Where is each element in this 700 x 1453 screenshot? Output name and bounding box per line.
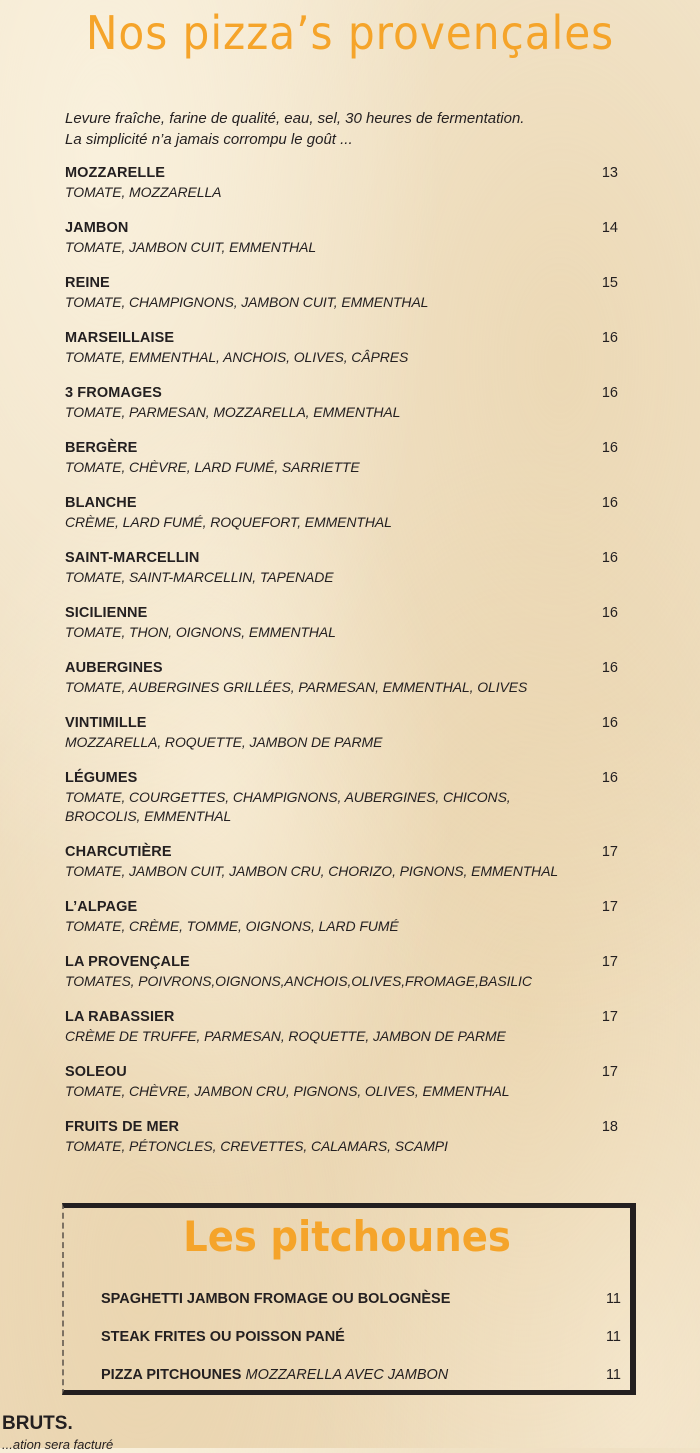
item-price: 17 bbox=[601, 844, 618, 860]
kids-item-pizza-pitchounes bbox=[101, 1366, 621, 1404]
menu-item-vintimille bbox=[65, 714, 621, 752]
item-description: TOMATE, JAMBON CUIT, JAMBON CRU, CHORIZO, PIGNONS, EMMENTHAL bbox=[65, 863, 559, 879]
item-name: SOLEOU bbox=[65, 1064, 127, 1080]
item-description: MOZZARELLA AVEC JAMBON bbox=[245, 1367, 449, 1383]
menu-item-sicilienne bbox=[65, 604, 621, 642]
footer-subnote: ...ation sera facturé bbox=[2, 1437, 114, 1452]
item-name: LÉGUMES bbox=[65, 770, 138, 786]
menu-item-la-rabassier bbox=[65, 1008, 621, 1046]
kids-menu-title: Les pitchounes bbox=[183, 1212, 511, 1261]
item-description: TOMATE, SAINT-MARCELLIN, TAPENADE bbox=[65, 569, 334, 585]
footer-note: BRUTS. bbox=[2, 1413, 73, 1434]
item-price: 17 bbox=[601, 1064, 618, 1080]
item-description: TOMATE, PÉTONCLES, CREVETTES, CALAMARS, SCAMPI bbox=[65, 1138, 448, 1154]
item-name: CHARCUTIÈRE bbox=[65, 844, 172, 860]
menu-item-marseillaise bbox=[65, 329, 621, 367]
menu-item-saint-marcellin bbox=[65, 549, 621, 587]
item-name: STEAK FRITES OU POISSON PANÉ bbox=[101, 1329, 345, 1345]
item-description: TOMATE, CHÈVRE, JAMBON CRU, PIGNONS, OLIVES, EMMENTHAL bbox=[65, 1083, 510, 1099]
intro-line-1: Levure fraîche, farine de qualité, eau, sel, 30 heures de fermentation. bbox=[65, 110, 525, 127]
item-price: 16 bbox=[601, 660, 618, 676]
item-price: 17 bbox=[601, 899, 618, 915]
item-price: 17 bbox=[601, 954, 618, 970]
item-name: SPAGHETTI JAMBON FROMAGE OU BOLOGNÈSE bbox=[101, 1291, 451, 1307]
menu-item-3-fromages bbox=[65, 384, 621, 422]
kids-item-spaghetti bbox=[101, 1290, 621, 1328]
kids-item-steak-frites bbox=[101, 1328, 621, 1366]
item-name: JAMBON bbox=[65, 220, 129, 236]
item-price: 18 bbox=[601, 1119, 618, 1135]
menu-item-blanche bbox=[65, 494, 621, 532]
item-name: FRUITS DE MER bbox=[65, 1119, 180, 1135]
item-name: SAINT-MARCELLIN bbox=[65, 550, 200, 566]
item-price: 16 bbox=[601, 330, 618, 346]
menu-item-aubergines bbox=[65, 659, 621, 697]
item-name: 3 FROMAGES bbox=[65, 385, 162, 401]
item-description: TOMATE, CRÈME, TOMME, OIGNONS, LARD FUMÉ bbox=[65, 918, 399, 934]
menu-item-la-provencale bbox=[65, 953, 621, 991]
item-description: TOMATES, POIVRONS,OIGNONS,ANCHOIS,OLIVES,FROMAGE,BASILIC bbox=[65, 973, 532, 989]
item-name: VINTIMILLE bbox=[65, 715, 147, 731]
item-name: LA RABASSIER bbox=[65, 1009, 175, 1025]
item-name: LA PROVENÇALE bbox=[65, 954, 190, 970]
item-price: 16 bbox=[601, 385, 618, 401]
item-description: TOMATE, JAMBON CUIT, EMMENTHAL bbox=[65, 239, 317, 255]
item-description: TOMATE, THON, OIGNONS, EMMENTHAL bbox=[65, 624, 336, 640]
item-price: 16 bbox=[601, 440, 618, 456]
menu-item-charcutiere bbox=[65, 843, 621, 881]
item-name: AUBERGINES bbox=[65, 660, 163, 676]
item-description: MOZZARELLA, ROQUETTE, JAMBON DE PARME bbox=[65, 734, 383, 750]
menu-item-reine bbox=[65, 274, 621, 312]
item-name: BLANCHE bbox=[65, 495, 137, 511]
item-price: 13 bbox=[601, 165, 618, 181]
page-title: Nos pizza’s provençales bbox=[85, 6, 615, 60]
item-price: 14 bbox=[601, 220, 618, 236]
item-price: 16 bbox=[601, 495, 618, 511]
menu-item-jambon bbox=[65, 219, 621, 257]
menu-item-soleou bbox=[65, 1063, 621, 1101]
item-description: TOMATE, EMMENTHAL, ANCHOIS, OLIVES, CÂPRES bbox=[65, 349, 409, 365]
item-description: CRÈME DE TRUFFE, PARMESAN, ROQUETTE, JAMBON DE PARME bbox=[65, 1028, 506, 1044]
item-description: TOMATE, CHÈVRE, LARD FUMÉ, SARRIETTE bbox=[65, 459, 360, 475]
kids-menu-box bbox=[62, 1203, 636, 1395]
item-description: TOMATE, MOZZARELLA bbox=[65, 184, 222, 200]
item-price: 11 bbox=[605, 1367, 621, 1383]
item-price: 11 bbox=[605, 1291, 621, 1307]
item-price: 16 bbox=[601, 715, 618, 731]
pizza-menu-list bbox=[65, 164, 621, 1173]
item-name: MOZZARELLE bbox=[65, 165, 166, 181]
item-description: CRÈME, LARD FUMÉ, ROQUEFORT, EMMENTHAL bbox=[65, 514, 392, 530]
item-price: 17 bbox=[601, 1009, 618, 1025]
item-price: 16 bbox=[601, 605, 618, 621]
item-name: L’ALPAGE bbox=[65, 899, 138, 915]
menu-item-legumes bbox=[65, 769, 621, 826]
intro-text bbox=[65, 108, 625, 150]
menu-item-bergere bbox=[65, 439, 621, 477]
menu-item-mozzarelle bbox=[65, 164, 621, 202]
item-price: 16 bbox=[601, 550, 618, 566]
item-name: REINE bbox=[65, 275, 110, 291]
item-name: BERGÈRE bbox=[65, 440, 138, 456]
item-price: 15 bbox=[601, 275, 618, 291]
kids-menu-list bbox=[101, 1290, 621, 1404]
item-description: TOMATE, AUBERGINES GRILLÉES, PARMESAN, EMMENTHAL, OLIVES bbox=[65, 679, 528, 695]
intro-line-2: La simplicité n’a jamais corrompu le goût ... bbox=[65, 131, 353, 148]
item-description: TOMATE, COURGETTES, CHAMPIGNONS, AUBERGINES, CHICONS, BROCOLIS, EMMENTHAL bbox=[65, 789, 511, 824]
item-description: TOMATE, CHAMPIGNONS, JAMBON CUIT, EMMENTHAL bbox=[65, 294, 429, 310]
item-name: PIZZA PITCHOUNES bbox=[101, 1367, 242, 1383]
item-price: 16 bbox=[601, 770, 618, 786]
menu-item-fruits-de-mer bbox=[65, 1118, 621, 1156]
item-price: 11 bbox=[605, 1329, 621, 1345]
item-description: TOMATE, PARMESAN, MOZZARELLA, EMMENTHAL bbox=[65, 404, 401, 420]
menu-item-lalpage bbox=[65, 898, 621, 936]
item-name: MARSEILLAISE bbox=[65, 330, 175, 346]
item-name: SICILIENNE bbox=[65, 605, 148, 621]
